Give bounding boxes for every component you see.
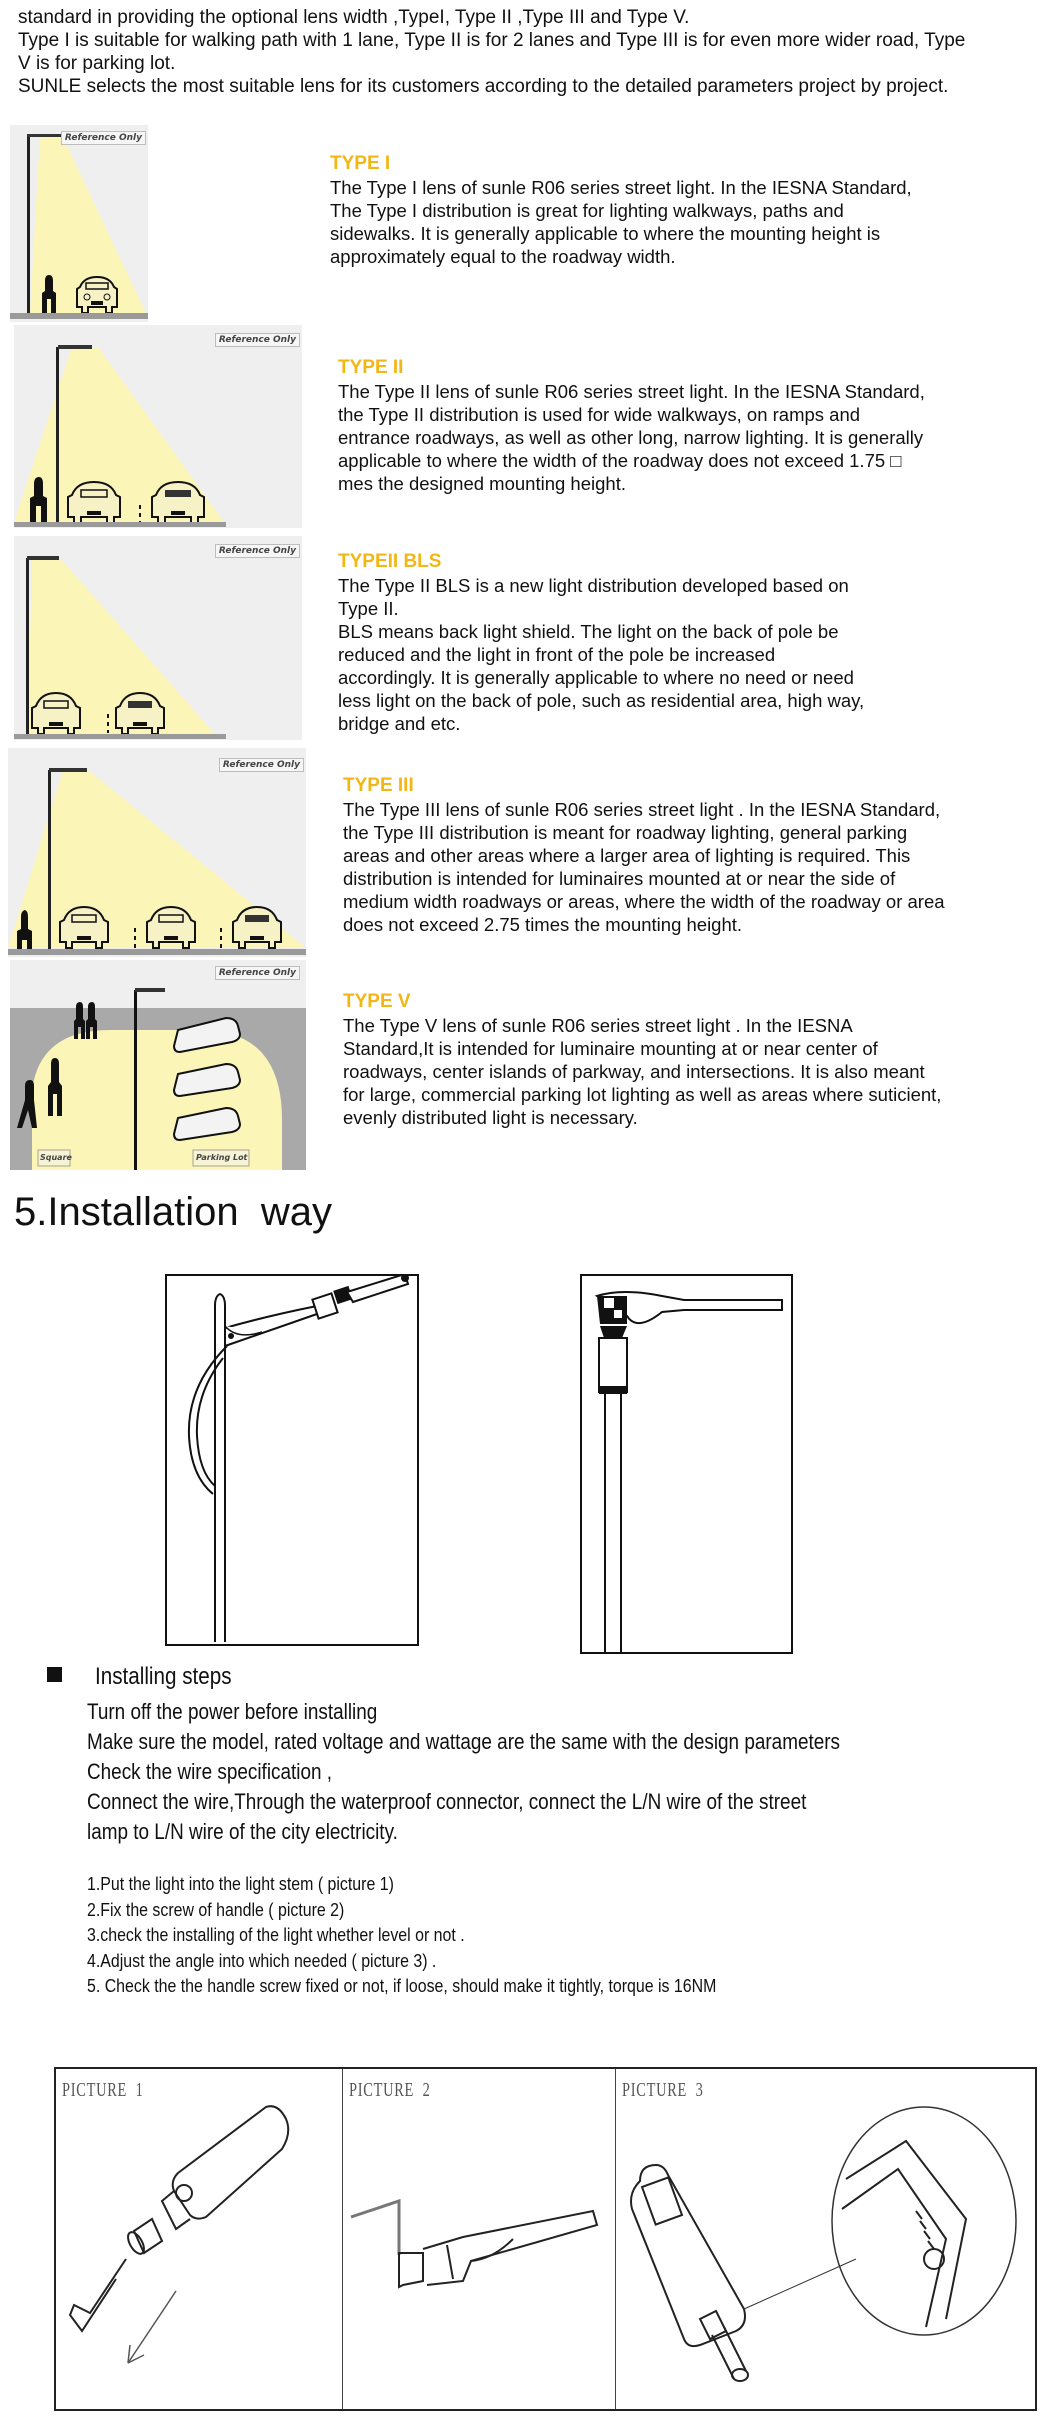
pole-diagram-top-mount xyxy=(580,1274,793,1654)
type-ii-bls-diagram xyxy=(14,536,302,740)
picture-label: PICTURE 3 xyxy=(622,2079,704,2101)
lens-line: Type II. xyxy=(338,598,399,619)
type-ii-bls-description xyxy=(338,550,864,735)
car-front-icon xyxy=(152,482,204,523)
lens-line: mes the designed mounting height. xyxy=(338,473,626,494)
intro-line: Type I is suitable for walking path with 1 lane, Type II is for 2 lanes and Type III is for even more wider road, Type xyxy=(18,30,966,51)
lens-line: areas and other areas where a larger area of lighting is required. This xyxy=(343,845,911,866)
numbered-step: 4.Adjust the angle into which needed ( picture 3) . xyxy=(87,1949,437,1971)
lens-line: accordingly. It is generally applicable to where no need or need xyxy=(338,667,854,688)
lens-line: roadways, center islands of parkway, and intersections. It is also meant xyxy=(343,1061,925,1082)
lens-line: distribution is intended for luminaires mounted at or near the side of xyxy=(343,868,896,889)
lens-line: the Type III distribution is meant for roadway lighting, general parking xyxy=(343,822,908,843)
lens-line: approximately equal to the roadway width. xyxy=(330,246,676,267)
type-v-diagram xyxy=(10,960,306,1170)
type-v-description xyxy=(343,990,941,1129)
numbered-step: 5. Check the the handle screw fixed or not, if loose, should make it tightly, torque is 16NM xyxy=(87,1975,717,1996)
section-title: 5.Installation way xyxy=(14,1190,332,1234)
area-label-parking-lot: Parking Lot xyxy=(196,1153,248,1162)
lens-line: applicable to where the width of the roadway does not exceed 1.75 □ xyxy=(338,450,902,471)
lens-line: reduced and the light in front of the pole be increased xyxy=(338,644,776,665)
numbered-step: 3.check the installing of the light whether level or not . xyxy=(87,1924,465,1945)
intro-line: standard in providing the optional lens width ,TypeI, Type II ,Type III and Type V. xyxy=(18,7,690,28)
lens-title: TYPE III xyxy=(343,775,414,796)
lens-line: The Type II BLS is a new light distribution developed based on xyxy=(338,575,849,596)
pole-icon xyxy=(134,990,137,1170)
picture-2-cell xyxy=(343,2069,615,2409)
lens-title: TYPE I xyxy=(330,153,391,174)
car-front-icon xyxy=(68,482,120,523)
intro-line: V is for parking lot. xyxy=(18,53,176,74)
reference-only-badge: Reference Only xyxy=(61,131,146,145)
bullet-square-icon xyxy=(47,1667,62,1682)
intro-paragraph xyxy=(18,6,1048,98)
car-front-icon xyxy=(32,693,80,734)
pole-icon xyxy=(215,1294,225,1642)
reference-only-badge: Reference Only xyxy=(215,966,300,980)
step-line: lamp to L/N wire of the city electricity. xyxy=(87,1819,398,1844)
picture-label: PICTURE 2 xyxy=(349,2079,431,2101)
reference-only-badge: Reference Only xyxy=(215,544,300,558)
type-ii-diagram xyxy=(14,325,302,528)
picture-2-illustration xyxy=(343,2069,615,2409)
step-line: Turn off the power before installing xyxy=(87,1699,378,1724)
lens-line: evenly distributed light is necessary. xyxy=(343,1107,638,1128)
car-front-icon xyxy=(116,693,164,734)
type-iii-description xyxy=(343,774,945,936)
area-label-square: Square xyxy=(40,1153,72,1162)
picture-3-illustration xyxy=(616,2069,1035,2409)
type-ii-description xyxy=(338,356,925,495)
lens-line: the Type II distribution is used for wide walkways, on ramps and xyxy=(338,404,861,425)
type-iii-diagram xyxy=(8,748,306,957)
lens-line: sidewalks. It is generally applicable to where the mounting height is xyxy=(330,223,881,244)
numbered-steps-list xyxy=(87,1871,716,1999)
intro-line: SUNLE selects the most suitable lens for its customers according to the detailed parameters project by project. xyxy=(18,76,949,97)
lens-line: BLS means back light shield. The light on the back of pole be xyxy=(338,621,839,642)
lens-line: The Type I lens of sunle R06 series street light. In the IESNA Standard, xyxy=(330,177,912,198)
lens-line: entrance roadways, as well as other long, narrow lighting. It is generally xyxy=(338,427,924,448)
step-line: Check the wire specification , xyxy=(87,1759,333,1784)
lens-line: Standard,It is intended for luminaire mounting at or near center of xyxy=(343,1038,878,1059)
lens-line: The Type I distribution is great for lighting walkways, paths and xyxy=(330,200,844,221)
lens-title: TYPE II xyxy=(338,357,404,378)
numbered-step: 1.Put the light into the light stem ( picture 1) xyxy=(87,1873,394,1894)
pole-icon xyxy=(27,135,30,315)
lens-line: for large, commercial parking lot lighting as well as areas where suticient, xyxy=(343,1084,942,1105)
pole-diagram-curved-arm xyxy=(165,1274,419,1646)
picture-1-illustration xyxy=(56,2069,342,2409)
lens-line: less light on the back of pole, such as residential area, high way, xyxy=(338,690,865,711)
step-line: Make sure the model, rated voltage and wattage are the same with the design parameters xyxy=(87,1729,841,1754)
type-i-description xyxy=(330,152,912,268)
lens-line: bridge and etc. xyxy=(338,713,461,734)
car-front-icon xyxy=(60,907,108,948)
magnified-detail-circle xyxy=(832,2107,1016,2335)
installation-pictures-table xyxy=(54,2067,1037,2411)
installing-steps-heading: Installing steps xyxy=(95,1663,232,1690)
lens-line: The Type II lens of sunle R06 series street light. In the IESNA Standard, xyxy=(338,381,925,402)
reference-only-badge: Reference Only xyxy=(215,333,300,347)
lens-line: medium width roadways or areas, where the width of the roadway or area xyxy=(343,891,945,912)
lens-title: TYPE V xyxy=(343,991,411,1012)
type-i-diagram xyxy=(10,125,148,322)
arrow-down-left-icon xyxy=(128,2291,176,2363)
lens-line: does not exceed 2.75 times the mounting height. xyxy=(343,914,743,935)
reference-only-badge: Reference Only xyxy=(219,758,304,772)
lens-line: The Type III lens of sunle R06 series street light . In the IESNA Standard, xyxy=(343,799,941,820)
car-front-icon xyxy=(233,907,281,948)
installing-steps-list xyxy=(87,1697,840,1847)
car-front-icon xyxy=(147,907,195,948)
parked-car-icon xyxy=(174,1018,240,1140)
picture-label: PICTURE 1 xyxy=(62,2079,144,2101)
lens-title: TYPEII BLS xyxy=(338,551,442,572)
picture-3-cell xyxy=(616,2069,1035,2409)
lens-line: The Type V lens of sunle R06 series street light . In the IESNA xyxy=(343,1015,853,1036)
step-line: Connect the wire,Through the waterproof connector, connect the L/N wire of the street xyxy=(87,1789,807,1814)
picture-1-cell xyxy=(56,2069,342,2409)
car-front-icon xyxy=(77,277,117,313)
numbered-step: 2.Fix the screw of handle ( picture 2) xyxy=(87,1898,345,1920)
